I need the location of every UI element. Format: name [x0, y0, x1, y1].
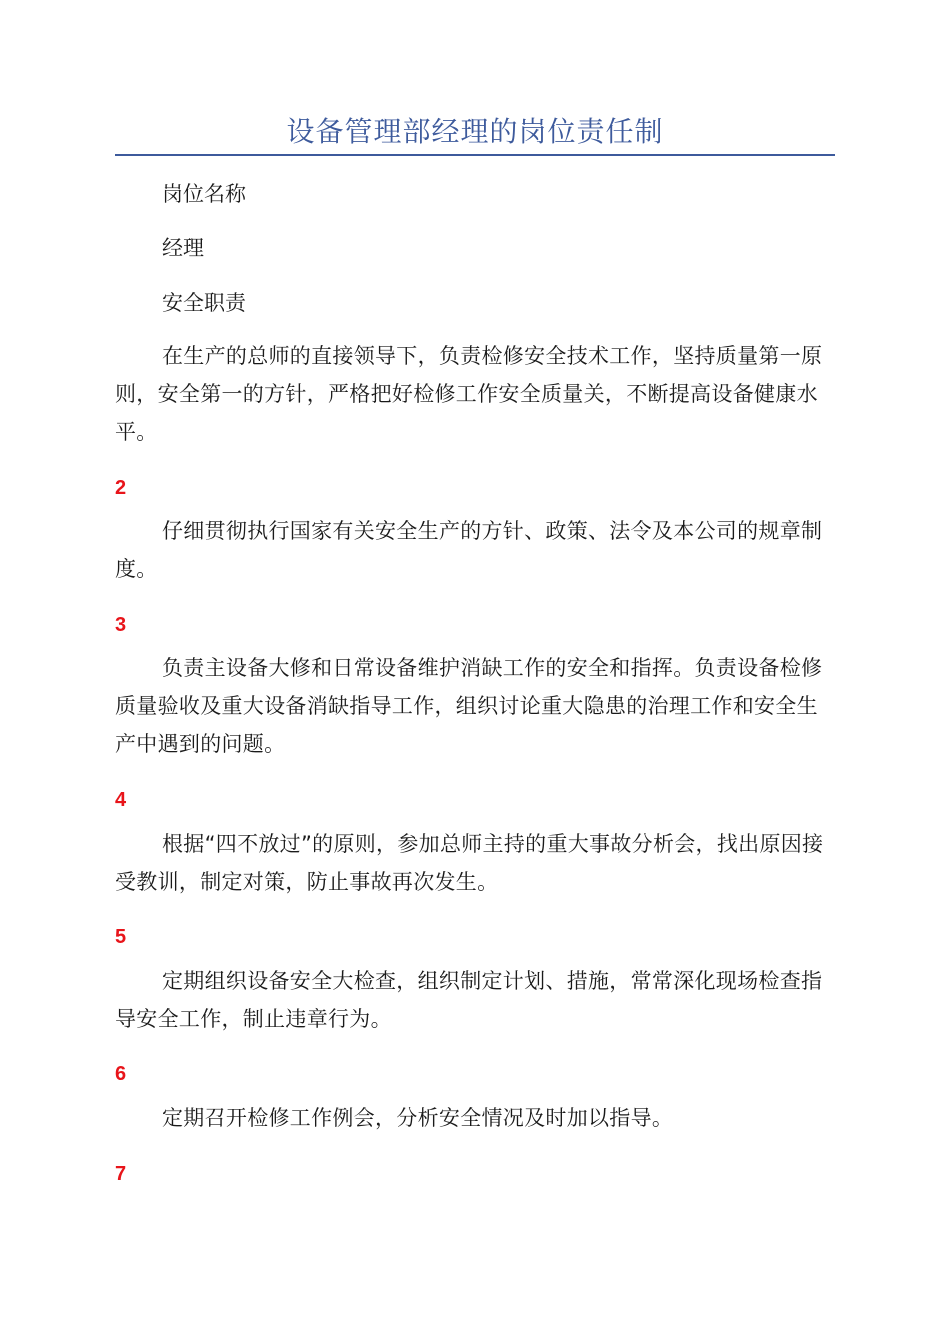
item-number-6: 6 [115, 1063, 127, 1085]
duty-paragraph-2: 仔细贯彻执行国家有关安全生产的方针、政策、法令及本公司的规章制度。 [115, 519, 823, 581]
duty-paragraph-6: 定期召开检修工作例会，分析安全情况及时加以指导。 [162, 1106, 674, 1130]
item-number-2: 2 [115, 477, 127, 499]
item-number-7: 7 [115, 1163, 127, 1185]
duty-paragraph-5: 定期组织设备安全大检查，组织制定计划、措施，常常深化现场检查指导安全工作，制止违章行为。 [115, 969, 823, 1031]
item-number-5: 5 [115, 926, 127, 948]
document-title: 设备管理部经理的岗位责任制 [286, 115, 664, 148]
title-underline [115, 154, 835, 156]
duty-paragraph-4: 根据“四不放过”的原则，参加总师主持的重大事故分析会，找出原因接受教训，制定对策，防止事故再次发生。 [115, 832, 824, 894]
safety-duty-label: 安全职责 [162, 291, 246, 315]
position-name-label: 岗位名称 [162, 182, 246, 206]
duty-paragraph-3: 负责主设备大修和日常设备维护消缺工作的安全和指挥。负责设备检修质量验收及重大设备消缺指导工作，组织讨论重大隐患的治理工作和安全生产中遇到的问题。 [115, 656, 823, 756]
position-name-value: 经理 [162, 236, 204, 260]
item-number-4: 4 [115, 789, 127, 811]
duty-paragraph-1: 在生产的总师的直接领导下，负责检修安全技术工作，坚持质量第一原则，安全第一的方针，严格把好检修工作安全质量关，不断提高设备健康水平。 [115, 344, 823, 444]
item-number-3: 3 [115, 614, 127, 636]
